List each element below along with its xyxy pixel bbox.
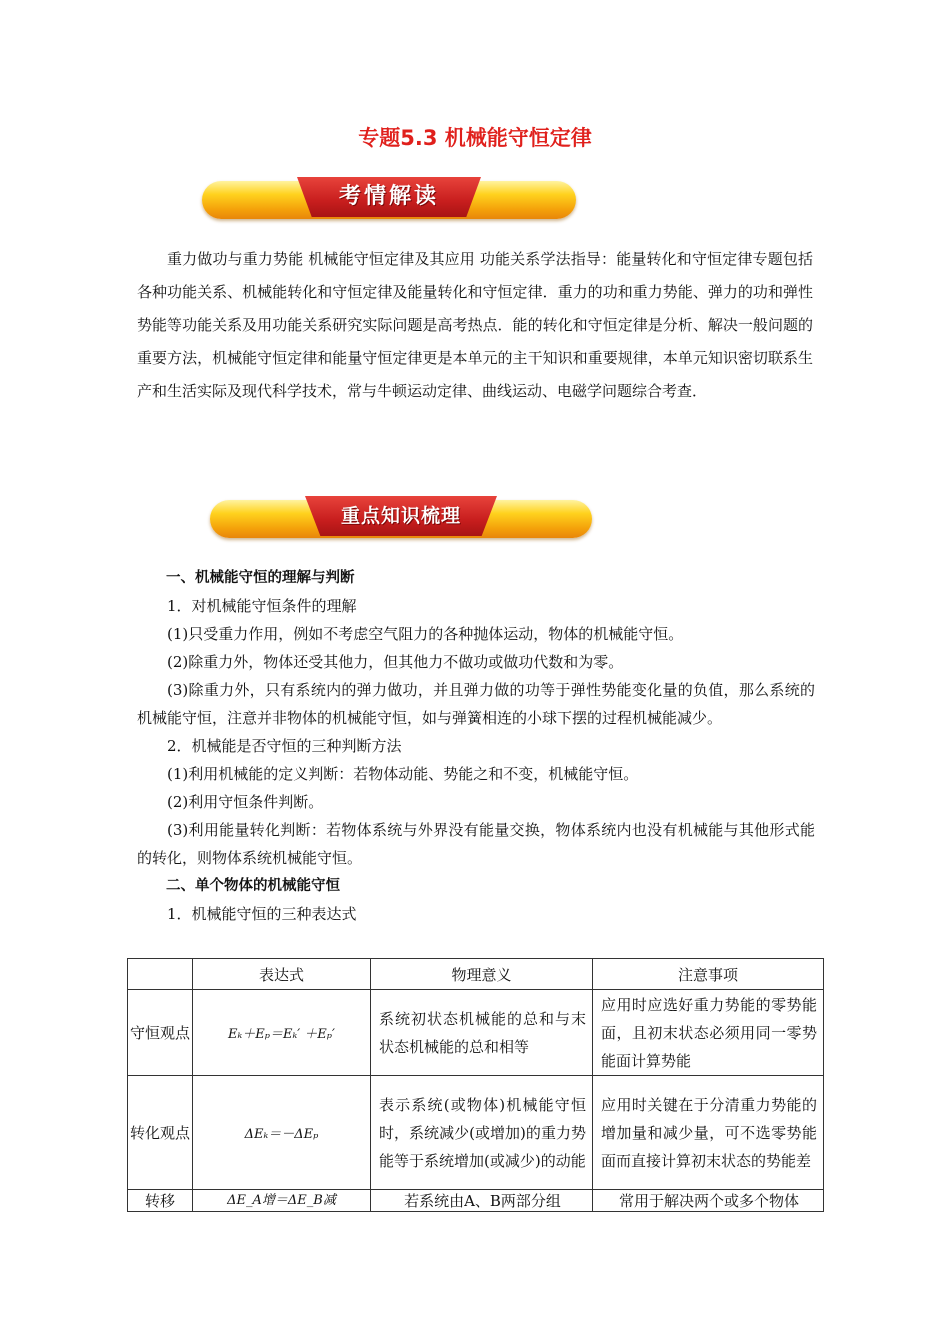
- section-banner-key-knowledge: [210, 496, 592, 540]
- table-header: 注意事项: [593, 959, 824, 990]
- document-title: 专题5.3 机械能守恒定律: [358, 126, 592, 150]
- banner-label: 考情解读: [338, 184, 439, 209]
- subheading: 2．机械能是否守恒的三种判断方法: [167, 737, 402, 755]
- note-cell: 常用于解决两个或多个物体: [593, 1190, 824, 1212]
- meaning-cell: 表示系统(或物体)机械能守恒时，系统减少(或增加)的重力势能等于系统增加(或减少)的动能: [371, 1076, 593, 1190]
- knowledge-section-1: [137, 564, 815, 928]
- table-header-row: [128, 959, 824, 990]
- paragraph: (1)只受重力作用，例如不考虑空气阻力的各种抛体运动，物体的机械能守恒。: [167, 625, 684, 643]
- table-header: 物理意义: [371, 959, 593, 990]
- section-heading: 一、机械能守恒的理解与判断: [166, 570, 355, 586]
- row-label: 转移: [128, 1190, 193, 1212]
- formula: ΔEₖ＝－ΔEₚ: [193, 1076, 371, 1190]
- intro-paragraph: 重力做功与重力势能 机械能守恒定律及其应用 功能关系学法指导：能量转化和守恒定律专题包括各种功能关系、机械能转化和守恒定律及能量转化和守恒定律．重力的功和重力势能、弹力的功和弹性势能等功能关系及用功能关系研究实际问题是高考热点．能的转化和守恒定律是分析、解决一般问题的重要方法，机械能守恒定律和能量守恒定律更是本单元的主干知识和重要规律，本单元知识密切联系生产和生活实际及现代科学技术，常与牛顿运动定律、曲线运动、电磁学问题综合考查．: [137, 250, 813, 400]
- note-cell: 应用时关键在于分清重力势能的增加量和减少量，可不选零势能面而直接计算初末状态的势能差: [593, 1076, 824, 1190]
- row-label: 转化观点: [128, 1076, 193, 1190]
- banner-label: 重点知识梳理: [340, 505, 461, 527]
- section-banner-exam-analysis: [202, 177, 576, 221]
- table-header: 表达式: [193, 959, 371, 990]
- formula: ΔE_A增＝ΔE_B减: [193, 1190, 371, 1212]
- row-label: 守恒观点: [128, 990, 193, 1076]
- subheading: 1．对机械能守恒条件的理解: [167, 597, 357, 615]
- paragraph: (3)利用能量转化判断：若物体系统与外界没有能量交换，物体系统内也没有机械能与其他形式能的转化，则物体系统机械能守恒。: [137, 821, 815, 867]
- meaning-cell: 若系统由A、B两部分组: [371, 1190, 593, 1212]
- paragraph: (2)除重力外，物体还受其他力，但其他力不做功或做功代数和为零。: [167, 653, 624, 671]
- note-cell: 应用时应选好重力势能的零势能面，且初末状态必须用同一零势能面计算势能: [593, 990, 824, 1076]
- table-header: [128, 959, 193, 990]
- table-row: [128, 990, 824, 1076]
- paragraph: (1)利用机械能的定义判断：若物体动能、势能之和不变，机械能守恒。: [167, 765, 639, 783]
- subheading: 1．机械能守恒的三种表达式: [167, 905, 357, 923]
- expression-table: [127, 958, 824, 1212]
- formula: Eₖ＋Eₚ＝Eₖ′ ＋Eₚ′: [193, 990, 371, 1076]
- section-heading: 二、单个物体的机械能守恒: [166, 878, 340, 894]
- meaning-cell: 系统初状态机械能的总和与末状态机械能的总和相等: [371, 990, 593, 1076]
- table-row: [128, 1190, 824, 1212]
- table-row: [128, 1076, 824, 1190]
- paragraph: (3)除重力外，只有系统内的弹力做功，并且弹力做的功等于弹性势能变化量的负值，那么系统的机械能守恒，注意并非物体的机械能守恒，如与弹簧相连的小球下摆的过程机械能减少。: [137, 681, 815, 727]
- paragraph: (2)利用守恒条件判断。: [167, 793, 324, 811]
